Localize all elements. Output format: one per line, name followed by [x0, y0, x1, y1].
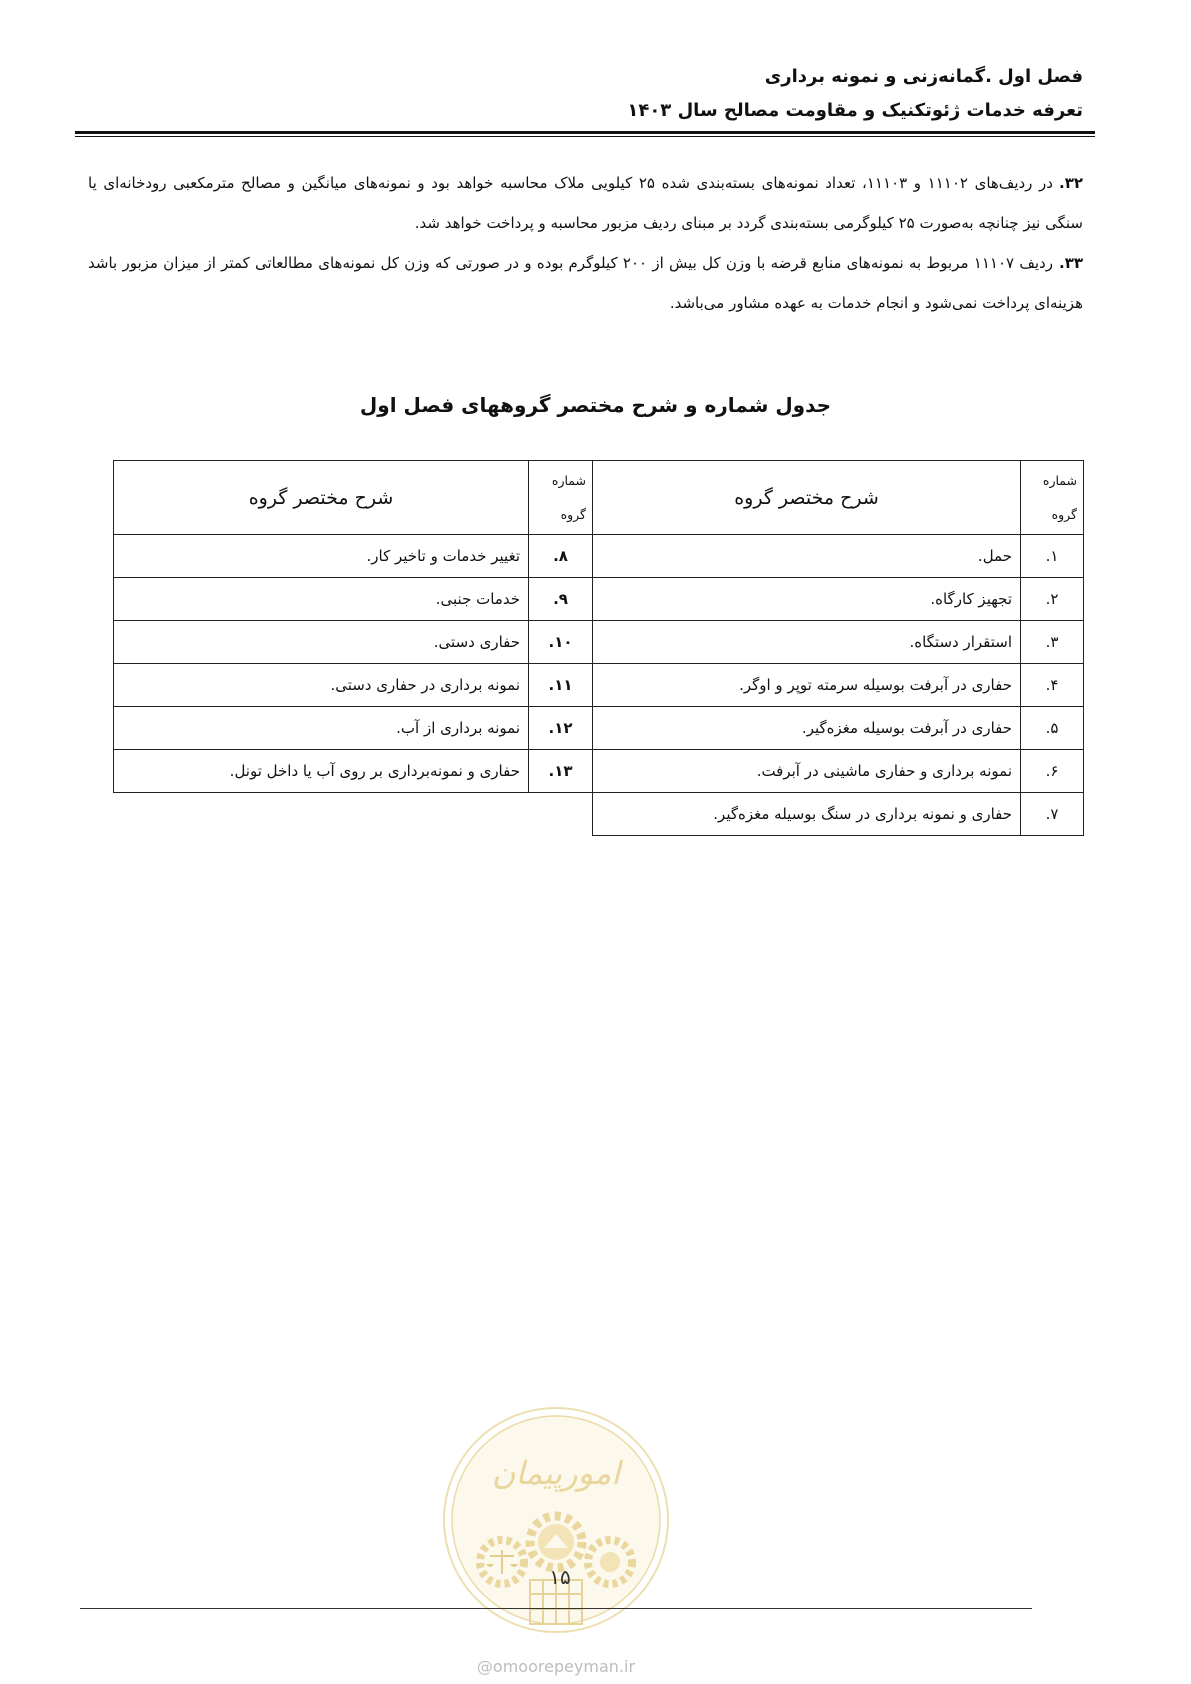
header-number-line2: گروه [560, 506, 586, 522]
group-description: حفاری در آبرفت بوسیله مغزه‌گیر. [593, 707, 1021, 750]
watermark-logo [440, 1404, 672, 1636]
table-row [114, 664, 1084, 707]
chapter-title: فصل اول .گمانه‌زنی و نمونه برداری [764, 66, 1083, 87]
group-number: ۱۱. [529, 664, 593, 707]
empty-cell [114, 793, 529, 836]
table-row [114, 535, 1084, 578]
column-header-description: شرح مختصر گروه [114, 461, 529, 535]
table-row [114, 750, 1084, 793]
note-number: ۳۳. [1058, 254, 1083, 272]
header-number-line1: شماره [551, 472, 586, 488]
page-header [383, 60, 1083, 128]
header-divider [75, 131, 1095, 137]
group-number: ۴. [1021, 664, 1084, 707]
table-row [114, 793, 1084, 836]
group-description: خدمات جنبی. [114, 578, 529, 621]
column-header-description: شرح مختصر گروه [593, 461, 1021, 535]
group-number: ۱۰. [529, 621, 593, 664]
group-description: حفاری و نمونه‌برداری بر روی آب یا داخل تونل. [114, 750, 529, 793]
column-header-group-number [1021, 461, 1084, 535]
group-number: ۸. [529, 535, 593, 578]
logo-lettering: امورپیمان [491, 1454, 621, 1492]
header-number-line2: گروه [1051, 506, 1077, 522]
group-number: ۷. [1021, 793, 1084, 836]
group-number: ۹. [529, 578, 593, 621]
group-number: ۱۳. [529, 750, 593, 793]
page-number: ۱۵ [549, 1565, 571, 1589]
note-text: در ردیف‌های ۱۱۱۰۲ و ۱۱۱۰۳، تعداد نمونه‌های بسته‌بندی شده ۲۵ کیلویی ملاک محاسبه خواهد بود و نمونه‌های میانگین و مصالح مترمکعبی رودخانه‌ای یا سنگی نیز چنانچه به‌صورت ۲۵ کیلوگرمی بسته‌بندی گردد بر مبنای ردیف مزبور محاسبه و پرداخت خواهد شد. [88, 174, 1083, 232]
table-header-row [114, 461, 1084, 535]
group-number: ۵. [1021, 707, 1084, 750]
note-text: ردیف ۱۱۱۰۷ مربوط به نمونه‌های منابع قرضه با وزن کل بیش از ۲۰۰ کیلوگرم بوده و در صورتی که وزن کل نمونه‌های مطالعاتی کمتر از میزان مزبور باشد هزینه‌ای پرداخت نمی‌شود و انجام خدمات به عهده مشاور می‌باشد. [88, 254, 1083, 312]
group-number: ۲. [1021, 578, 1084, 621]
group-number: ۱۲. [529, 707, 593, 750]
table-row [114, 621, 1084, 664]
empty-cell [529, 793, 593, 836]
column-header-group-number [529, 461, 593, 535]
group-description: نمونه برداری از آب. [114, 707, 529, 750]
group-description: نمونه برداری و حفاری ماشینی در آبرفت. [593, 750, 1021, 793]
notes-section [88, 163, 1083, 323]
group-description: نمونه برداری در حفاری دستی. [114, 664, 529, 707]
note-number: ۳۲. [1058, 174, 1083, 192]
group-number: ۶. [1021, 750, 1084, 793]
groups-table [113, 460, 1084, 836]
table-row [114, 707, 1084, 750]
group-number: ۳. [1021, 621, 1084, 664]
group-description: تجهیز کارگاه. [593, 578, 1021, 621]
watermark-site-text: @omoorepeyman.ir [476, 1657, 636, 1676]
group-description: حفاری دستی. [114, 621, 529, 664]
group-description: استقرار دستگاه. [593, 621, 1021, 664]
table-row [114, 578, 1084, 621]
footer-divider [80, 1608, 1032, 1609]
group-description: حفاری در آبرفت بوسیله سرمته توپر و اوگر. [593, 664, 1021, 707]
tariff-title: تعرفه خدمات ژئوتکنیک و مقاومت مصالح سال ۱۴۰۳ [627, 100, 1083, 121]
table-title: جدول شماره و شرح مختصر گروههای فصل اول [359, 393, 832, 417]
group-description: حفاری و نمونه برداری در سنگ بوسیله مغزه‌گیر. [593, 793, 1021, 836]
group-number: ۱. [1021, 535, 1084, 578]
note-paragraph [88, 163, 1083, 243]
group-description: حمل. [593, 535, 1021, 578]
header-number-line1: شماره [1042, 472, 1077, 488]
group-description: تغییر خدمات و تاخیر کار. [114, 535, 529, 578]
note-paragraph [88, 243, 1083, 323]
